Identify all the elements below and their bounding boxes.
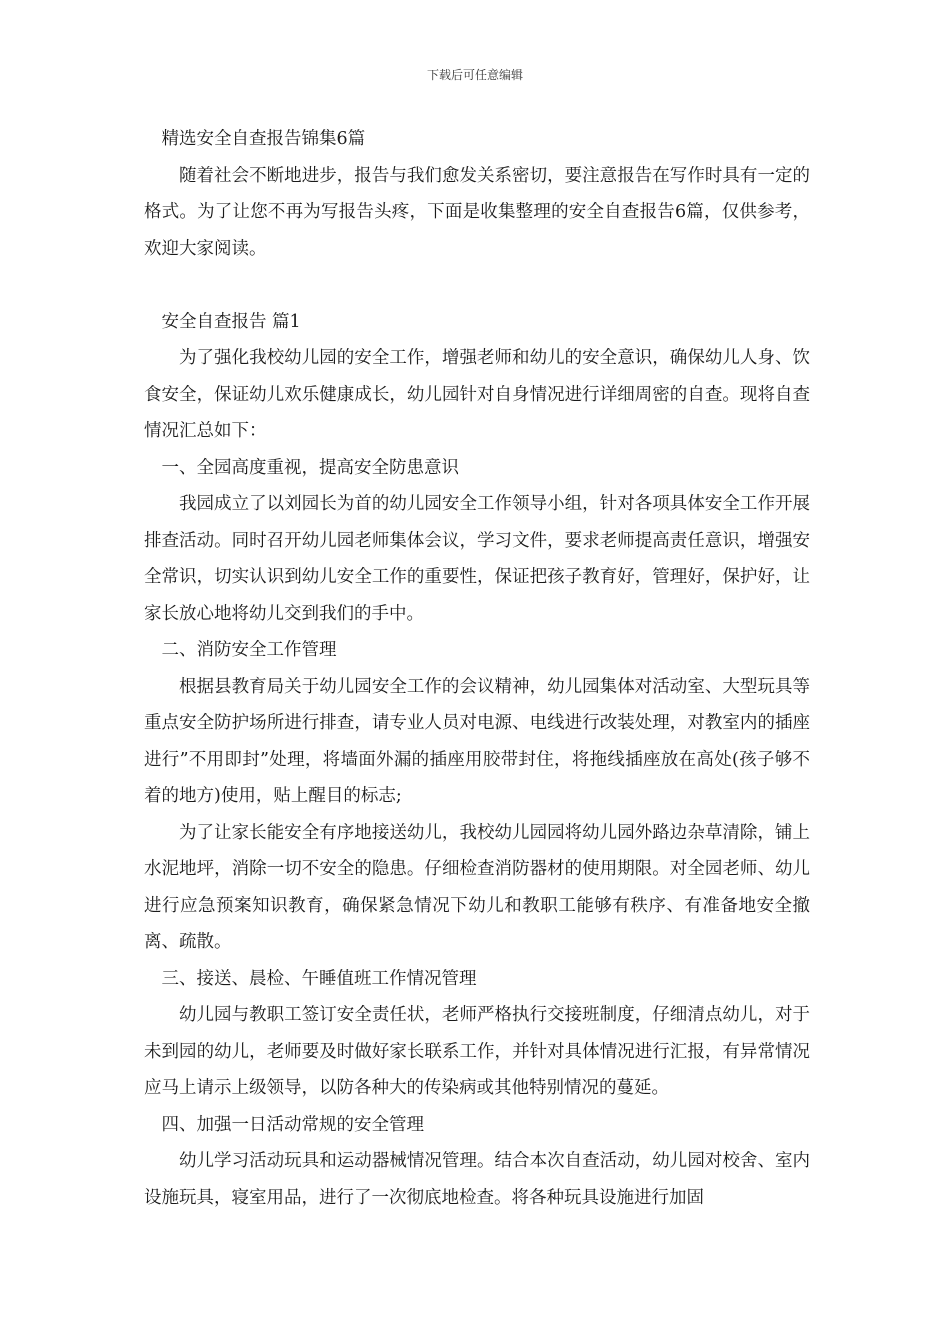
page-header: 下载后可任意编辑	[426, 68, 523, 82]
document-title: 精选安全自查报告锦集6篇	[161, 129, 366, 149]
paragraph-5: 幼儿园与教职工签订安全责任状，老师严格执行交接班制度，仔细清点幼儿，对于未到园的幼儿，老师要及时做好家长联系工作，并针对具体情况进行汇报，有异常情况应马上请示上级领导，以防各种大的传染病或其他特别情况的蔓延。	[144, 1005, 810, 1098]
paragraph-4: 为了让家长能安全有序地接送幼儿，我校幼儿园园将幼儿园外路边杂草清除，铺上水泥地坪，消除一切不安全的隐患。仔细检查消防器材的使用期限。对全园老师、幼儿进行应急预案知识教育，确保紧急情况下幼儿和教职工能够有秩序、有准备地安全撤离、疏散。	[144, 822, 810, 952]
blank-line	[144, 267, 810, 304]
document-body	[144, 121, 810, 1216]
heading-3: 三、接送、晨检、午睡值班工作情况管理	[161, 968, 477, 989]
paragraph-6: 幼儿学习活动玩具和运动器械情况管理。结合本次自查活动，幼儿园对校舍、室内设施玩具，寝室用品，进行了一次彻底地检查。将各种玩具设施进行加固	[144, 1151, 810, 1208]
paragraph-2: 我园成立了以刘园长为首的幼儿园安全工作领导小组，针对各项具体安全工作开展排查活动。同时召开幼儿园老师集体会议，学习文件，要求老师提高责任意识，增强安全常识，切实认识到幼儿安全工作的重要性，保证把孩子教育好，管理好，保护好，让家长放心地将幼儿交到我们的手中。	[144, 494, 810, 624]
heading-4: 四、加强一日活动常规的安全管理	[161, 1114, 424, 1135]
paragraph-1: 为了强化我校幼儿园的安全工作，增强老师和幼儿的安全意识，确保幼儿人身、饮食安全，保证幼儿欢乐健康成长，幼儿园针对自身情况进行详细周密的自查。现将自查情况汇总如下：	[144, 348, 810, 441]
intro-paragraph: 随着社会不断地进步，报告与我们愈发关系密切，要注意报告在写作时具有一定的格式。为了让您不再为写报告头疼，下面是收集整理的安全自查报告6篇，仅供参考，欢迎大家阅读。	[144, 165, 810, 259]
heading-1: 一、全园高度重视，提高安全防患意识	[161, 457, 459, 478]
section-title: 安全自查报告 篇1	[161, 311, 301, 332]
heading-2: 二、消防安全工作管理	[161, 640, 337, 660]
paragraph-3: 根据县教育局关于幼儿园安全工作的会议精神，幼儿园集体对活动室、大型玩具等重点安全防护场所进行排查，请专业人员对电源、电线进行改装处理，对教室内的插座进行”不用即封”处理，将墙面外漏的插座用胶带封住，将拖线插座放在高处(孩子够不着的地方)使用，贴上醒目的标志;	[144, 676, 810, 806]
